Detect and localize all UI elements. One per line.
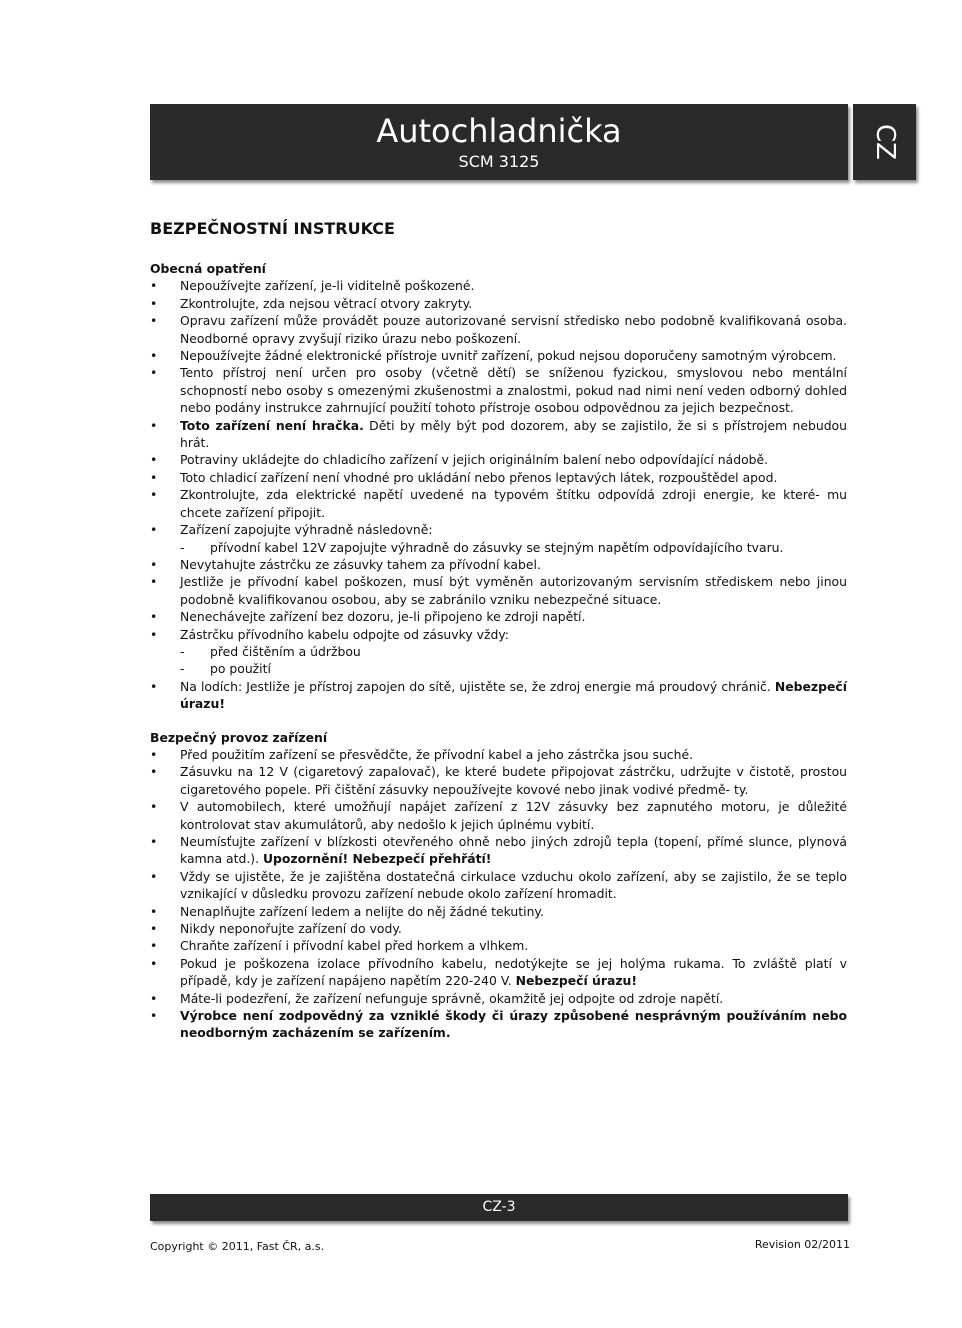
copyright: Copyright © 2011, Fast ČR, a.s. [150,1240,325,1253]
item-text: Vždy se ujistěte, že je zajištěna dostatečná cirkulace vzduchu okolo zařízení, aby se zajistilo, že se teplo vznikající v důsledku provozu zařízení nebude okolo zařízení hromadit. [180,868,847,902]
list-item [150,937,847,954]
item-text: Zkontrolujte, zda nejsou větrací otvory zakryty. [180,295,473,311]
item-text: Nenechávejte zařízení bez dozoru, je-li připojeno ke zdroji napětí. [180,609,586,625]
revision: Revision 02/2011 [754,1238,850,1251]
item-text: Děti by měly být pod dozorem, aby se zajistilo, že si s přístrojem nebudou hrát. [180,417,847,451]
item-text: Nikdy neponořujte zařízení do vody. [180,921,402,937]
item-text: Opravu zařízení může provádět pouze autorizované servisní středisko nebo podobně kvalifikovaná osoba. Neodborné opravy zvyšují riziko úrazu nebo poškození. [180,313,847,346]
item-text: Pokud je poškozena izolace přívodního kabelu, nedotýkejte se jej holýma rukama. To zvláště platí v případě, kdy je zařízení napájeno napětím 220-240 V. [180,955,847,989]
item-text: Zásuvku na 12 V (cigaretový zapalovač), ke které budete připojovat zástrčku, udržujte v čistotě, prostou cigaretového popele. Při čištění zásuvky nepoužívejte kovové nebo jinak vodivé předmě- ty. [180,764,847,797]
item-text: Potraviny ukládejte do chladicího zařízení v jejich originálním balení nebo odpovídající nádobě. [180,452,769,468]
item-text: Neumísťujte zařízení v blízkosti otevřeného ohně nebo jiných zdrojů tepla (topení, přímé slunce, plynová kamna atd.). [180,834,847,867]
item-text: Zkontrolujte, zda elektrické napětí uvedené na typovém štítku odpovídá zdroji energie, ke které- mu chcete zařízení připojit. [180,487,847,520]
item-text: Zařízení zapojujte výhradně následovně: [180,522,433,538]
item-text: Máte-li podezření, že zařízení nefunguje správně, okamžitě jej odpojte od zdroje napětí. [180,990,724,1006]
language-tab [853,104,916,180]
list-item [150,868,847,903]
item-text: Před použitím zařízení se přesvědčte, že přívodní kabel a jeho zástrčka jsou suché. [180,746,694,762]
list-item [150,990,847,1007]
sub-list [180,539,847,556]
bullet-list [150,746,847,1042]
list-item [150,1007,847,1042]
sub-list-item: - přívodní kabel 12V zapojujte výhradně do zásuvky se stejným napětím odpovídajícího tvaru. [180,539,847,556]
list-item [150,469,847,486]
list-item [150,312,847,347]
list-item [150,798,847,833]
item-text: Nenaplňujte zařízení ledem a nelijte do něj žádné tekutiny. [180,903,544,919]
warning-text: Nebezpečí úrazu! [515,973,638,989]
sub-list [180,643,847,678]
list-item [150,920,847,937]
item-text: Nepoužívejte zařízení, je-li viditelně poškozené. [180,278,475,294]
list-item [150,556,847,573]
warning-text: Upozornění! Nebezpečí přehřátí! [262,851,492,867]
list-item [150,903,847,920]
main-heading: BEZPEČNOSTNÍ INSTRUKCE [150,219,395,238]
list-item [150,295,847,312]
list-item [150,521,847,556]
page-number-bar [150,1194,848,1221]
item-text: Nepoužívejte žádné elektronické přístroje uvnitř zařízení, pokud nejsou doporučeny samotným výrobcem. [180,348,837,364]
list-item [150,486,847,521]
section-gap [150,713,847,729]
item-text: Tento přístroj není určen pro osoby (včetně dětí) se sníženou fyzickou, smyslovou nebo mentální schopností nebo osoby s omezenými zkušenostmi a znalostmi, pokud nad nimi není veden odborný dohled nebo podány instrukce zahrnující použití tohoto přístroje osobou odpovědnou za jejich bezpečnost. [180,365,847,416]
list-item [150,678,847,713]
list-item [150,626,847,678]
language-tab-label: CZ [869,124,900,160]
section-heading: Obecná opatření [150,261,266,276]
model-number: SCM 3125 [458,152,540,171]
bullet-list [150,277,847,712]
list-item [150,277,847,294]
list-item [150,763,847,798]
item-text: Chraňte zařízení i přívodní kabel před horkem a vlhkem. [180,938,529,954]
item-text: Nevytahujte zástrčku ze zásuvky tahem za přívodní kabel. [180,556,541,572]
sections-container [150,260,847,1042]
item-text: Na lodích: Jestliže je přístroj zapojen do sítě, ujistěte se, že zdroj energie má proudový chránič. [180,678,775,694]
emphasis-text: Výrobce není zodpovědný za vzniklé škody či úrazy způsobené nesprávným používáním nebo neodborným zacházením se zařízením. [180,1008,847,1041]
list-item [150,833,847,868]
list-item [150,955,847,990]
header-bar [150,104,848,180]
list-item [150,573,847,608]
list-item [150,608,847,625]
section-heading: Bezpečný provoz zařízení [150,729,328,745]
list-item [150,451,847,468]
warning-text: Nebezpečí úrazu! [180,678,847,712]
list-item [150,364,847,416]
emphasis-text: Toto zařízení není hračka. [180,417,364,433]
sub-list-item: - po použití [180,660,847,677]
main-content [150,218,847,1042]
list-item [150,746,847,763]
item-text: Jestliže je přívodní kabel poškozen, musí být vyměněn autorizovaným servisním střediskem nebo jinou podobně kvalifikovanou osobou, aby se zabránilo vzniku nebezpečné situace. [180,574,847,607]
item-text: Toto chladicí zařízení není vhodné pro ukládání nebo přenos leptavých látek, rozpouštědel apod. [180,469,778,485]
list-item [150,347,847,364]
page-number: CZ-3 [482,1199,516,1215]
item-text: Zástrčku přívodního kabelu odpojte od zásuvky vždy: [180,626,509,642]
document-title: Autochladnička [376,112,622,150]
list-item [150,417,847,452]
sub-list-item: - před čištěním a údržbou [180,643,847,660]
item-text: V automobilech, které umožňují napájet zařízení z 12V zásuvky bez zapnutého motoru, je důležité kontrolovat stav akumulátorů, aby nedošlo k jejich úplnému vybití. [180,799,847,832]
